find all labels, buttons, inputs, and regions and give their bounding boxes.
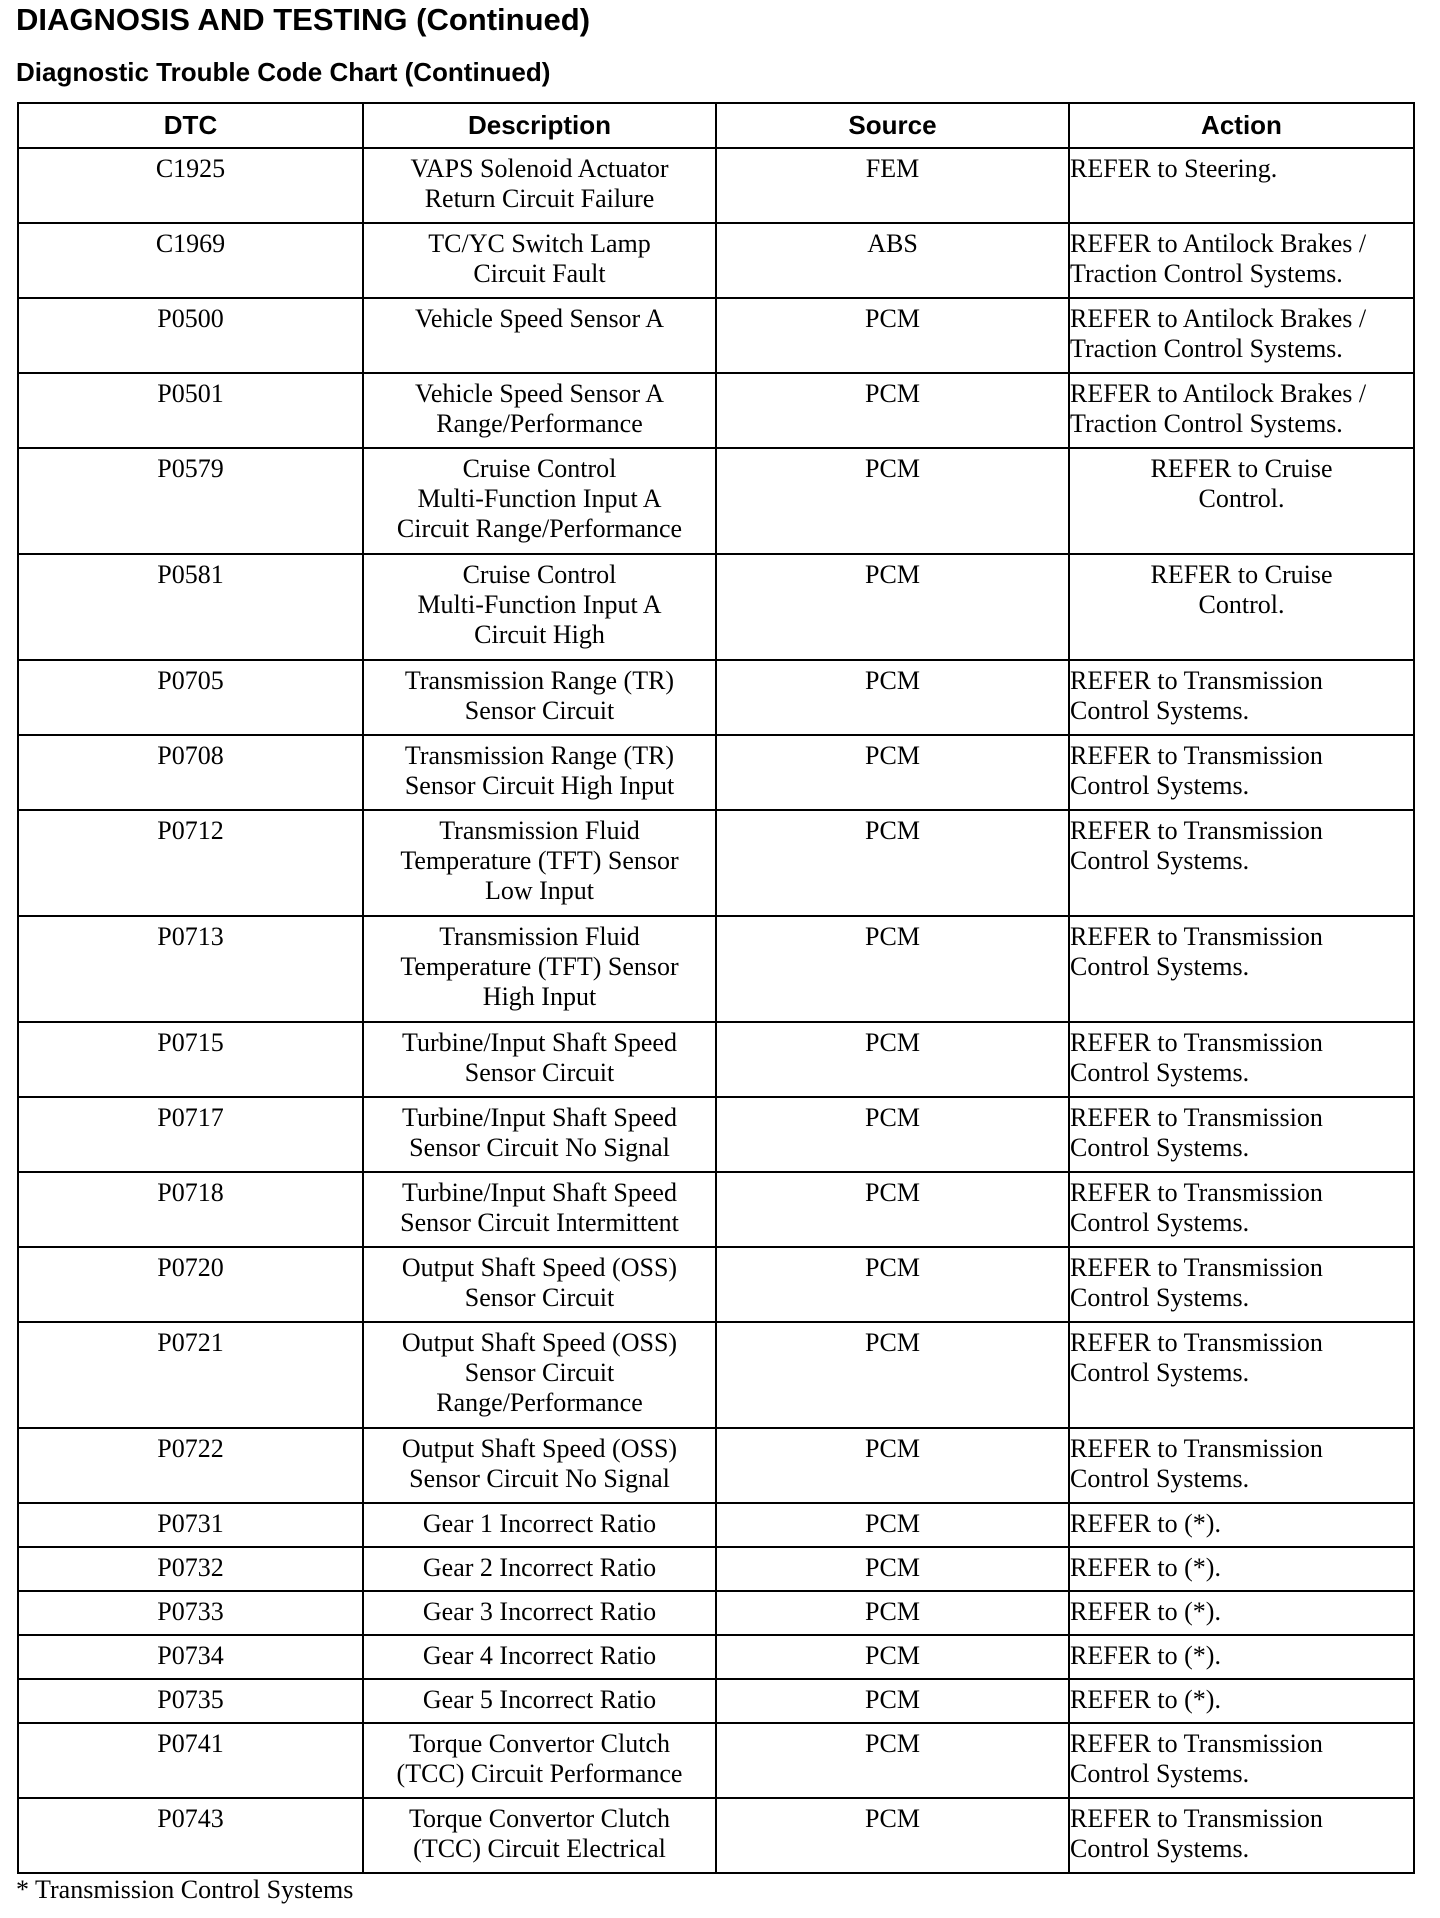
description-line: Gear 1 Incorrect Ratio [422, 1509, 657, 1538]
action-line: REFER to Transmission [1070, 1434, 1323, 1463]
dtc-source: PCM [716, 1322, 1069, 1428]
description-line: Transmission Fluid [439, 922, 640, 951]
dtc-source: PCM [716, 373, 1069, 448]
description-line: Circuit High [474, 620, 605, 649]
description-line: Sensor Circuit [464, 1358, 615, 1387]
action-line: REFER to Antilock Brakes / [1070, 229, 1367, 258]
dtc-code: P0721 [18, 1322, 363, 1428]
description-line: Transmission Range (TR) [404, 666, 675, 695]
dtc-source: ABS [716, 223, 1069, 298]
description-line: Multi-Function Input A [417, 484, 662, 513]
dtc-description [363, 373, 716, 448]
action-line: Control Systems. [1070, 952, 1250, 981]
dtc-action [1069, 810, 1414, 916]
action-line: REFER to Antilock Brakes / [1070, 304, 1367, 333]
table-row [18, 660, 1414, 735]
dtc-description [363, 1723, 716, 1798]
column-header-description: Description [363, 103, 716, 148]
action-line: REFER to Steering. [1070, 154, 1278, 183]
action-line: REFER to Transmission [1070, 922, 1323, 951]
table-row [18, 1322, 1414, 1428]
action-line: REFER to Transmission [1070, 666, 1323, 695]
dtc-description [363, 554, 716, 660]
action-line: Traction Control Systems. [1070, 259, 1343, 288]
dtc-code: P0713 [18, 916, 363, 1022]
footnote: * Transmission Control Systems [16, 1875, 354, 1904]
description-line: Sensor Circuit [464, 1058, 615, 1087]
dtc-source: PCM [716, 1022, 1069, 1097]
dtc-description [363, 1679, 716, 1723]
dtc-code: C1925 [18, 148, 363, 223]
dtc-code: P0715 [18, 1022, 363, 1097]
action-line: REFER to Transmission [1070, 1804, 1323, 1833]
description-line: High Input [482, 982, 597, 1011]
description-line: Low Input [484, 876, 595, 905]
dtc-action [1069, 1247, 1414, 1322]
dtc-description [363, 1798, 716, 1873]
action-line: REFER to (*). [1070, 1641, 1221, 1670]
dtc-description [363, 223, 716, 298]
dtc-code: P0734 [18, 1635, 363, 1679]
chart-title: Diagnostic Trouble Code Chart (Continued) [16, 57, 551, 87]
action-line: Control Systems. [1070, 846, 1250, 875]
table-row [18, 223, 1414, 298]
dtc-description [363, 148, 716, 223]
action-line: REFER to Transmission [1070, 741, 1323, 770]
action-line: REFER to (*). [1070, 1685, 1221, 1714]
dtc-action [1069, 916, 1414, 1022]
dtc-code: P0733 [18, 1591, 363, 1635]
table-row [18, 554, 1414, 660]
dtc-description [363, 1635, 716, 1679]
page-title: DIAGNOSIS AND TESTING (Continued) [16, 2, 591, 37]
action-line: Control Systems. [1070, 1058, 1250, 1087]
dtc-code: P0500 [18, 298, 363, 373]
dtc-source: PCM [716, 1798, 1069, 1873]
action-line: Control Systems. [1070, 1358, 1250, 1387]
dtc-action [1069, 1097, 1414, 1172]
table-row [18, 448, 1414, 554]
description-line: Range/Performance [436, 409, 643, 438]
description-line: Output Shaft Speed (OSS) [401, 1253, 678, 1282]
description-line: VAPS Solenoid Actuator [410, 154, 669, 183]
dtc-description [363, 916, 716, 1022]
dtc-source: FEM [716, 148, 1069, 223]
description-line: Range/Performance [436, 1388, 643, 1417]
action-line: REFER to Cruise [1150, 560, 1333, 589]
description-line: (TCC) Circuit Performance [396, 1759, 683, 1788]
table-row [18, 1428, 1414, 1503]
table-row [18, 148, 1414, 223]
description-line: Temperature (TFT) Sensor [400, 846, 679, 875]
action-line: Control Systems. [1070, 1834, 1250, 1863]
dtc-action [1069, 1503, 1414, 1547]
dtc-code: P0708 [18, 735, 363, 810]
dtc-description [363, 1428, 716, 1503]
table-row [18, 810, 1414, 916]
description-line: Output Shaft Speed (OSS) [401, 1434, 678, 1463]
description-line: Sensor Circuit Intermittent [400, 1208, 679, 1237]
dtc-source: PCM [716, 554, 1069, 660]
dtc-description [363, 1503, 716, 1547]
table-row [18, 373, 1414, 448]
dtc-source: PCM [716, 735, 1069, 810]
dtc-action [1069, 1172, 1414, 1247]
description-line: TC/YC Switch Lamp [428, 229, 651, 258]
dtc-source: PCM [716, 1635, 1069, 1679]
dtc-description [363, 1547, 716, 1591]
description-line: Sensor Circuit High Input [404, 771, 675, 800]
dtc-code: P0501 [18, 373, 363, 448]
dtc-code: P0717 [18, 1097, 363, 1172]
dtc-code: P0718 [18, 1172, 363, 1247]
action-line: Control Systems. [1070, 696, 1250, 725]
description-line: Gear 4 Incorrect Ratio [422, 1641, 657, 1670]
dtc-description [363, 1022, 716, 1097]
action-line: REFER to Transmission [1070, 1729, 1323, 1758]
dtc-action [1069, 1798, 1414, 1873]
dtc-code: P0705 [18, 660, 363, 735]
dtc-source: PCM [716, 1097, 1069, 1172]
description-line: Output Shaft Speed (OSS) [401, 1328, 678, 1357]
dtc-description [363, 1247, 716, 1322]
description-line: Torque Convertor Clutch [408, 1729, 670, 1758]
column-header-dtc: DTC [18, 103, 363, 148]
dtc-action [1069, 1635, 1414, 1679]
dtc-description [363, 1591, 716, 1635]
dtc-description [363, 1097, 716, 1172]
dtc-code: P0732 [18, 1547, 363, 1591]
action-line: REFER to Antilock Brakes / [1070, 379, 1367, 408]
dtc-source: PCM [716, 1723, 1069, 1798]
description-line: Turbine/Input Shaft Speed [402, 1178, 677, 1207]
dtc-action [1069, 148, 1414, 223]
description-line: Transmission Range (TR) [404, 741, 675, 770]
table-row [18, 735, 1414, 810]
dtc-action [1069, 298, 1414, 373]
description-line: Vehicle Speed Sensor A [414, 304, 665, 333]
dtc-description [363, 1322, 716, 1428]
table-row [18, 1247, 1414, 1322]
dtc-code: P0735 [18, 1679, 363, 1723]
description-line: Multi-Function Input A [417, 590, 662, 619]
description-line: Turbine/Input Shaft Speed [402, 1028, 677, 1057]
table-row [18, 1679, 1414, 1723]
column-header-source: Source [716, 103, 1069, 148]
action-line: REFER to (*). [1070, 1509, 1221, 1538]
table-body [18, 148, 1414, 1873]
dtc-action [1069, 1679, 1414, 1723]
table-row [18, 916, 1414, 1022]
description-line: Torque Convertor Clutch [408, 1804, 670, 1833]
dtc-action [1069, 448, 1414, 554]
dtc-code: P0720 [18, 1247, 363, 1322]
table-row [18, 1097, 1414, 1172]
dtc-source: PCM [716, 810, 1069, 916]
dtc-source: PCM [716, 660, 1069, 735]
action-line: REFER to (*). [1070, 1597, 1221, 1626]
action-line: Control. [1198, 590, 1285, 619]
dtc-action [1069, 1428, 1414, 1503]
action-line: Control Systems. [1070, 1283, 1250, 1312]
dtc-code: C1969 [18, 223, 363, 298]
dtc-code: P0743 [18, 1798, 363, 1873]
description-line: Turbine/Input Shaft Speed [402, 1103, 677, 1132]
dtc-description [363, 810, 716, 916]
table-row [18, 1172, 1414, 1247]
description-line: Cruise Control [462, 454, 617, 483]
dtc-source: PCM [716, 1679, 1069, 1723]
action-line: REFER to (*). [1070, 1553, 1221, 1582]
description-line: Gear 3 Incorrect Ratio [422, 1597, 657, 1626]
action-line: REFER to Cruise [1150, 454, 1333, 483]
description-line: Return Circuit Failure [424, 184, 655, 213]
action-line: Control. [1198, 484, 1285, 513]
dtc-code: P0722 [18, 1428, 363, 1503]
description-line: Transmission Fluid [439, 816, 640, 845]
dtc-action [1069, 373, 1414, 448]
dtc-action [1069, 1322, 1414, 1428]
dtc-description [363, 735, 716, 810]
dtc-description [363, 1172, 716, 1247]
dtc-action [1069, 660, 1414, 735]
description-line: Gear 5 Incorrect Ratio [422, 1685, 657, 1714]
dtc-code: P0731 [18, 1503, 363, 1547]
table-row [18, 298, 1414, 373]
description-line: Temperature (TFT) Sensor [400, 952, 679, 981]
action-line: REFER to Transmission [1070, 1253, 1323, 1282]
action-line: Control Systems. [1070, 1464, 1250, 1493]
description-line: Circuit Fault [473, 259, 606, 288]
description-line: (TCC) Circuit Electrical [413, 1834, 666, 1863]
description-line: Circuit Range/Performance [396, 514, 683, 543]
dtc-action [1069, 1723, 1414, 1798]
dtc-action [1069, 1022, 1414, 1097]
table-row [18, 1798, 1414, 1873]
dtc-description [363, 660, 716, 735]
dtc-action [1069, 735, 1414, 810]
description-line: Vehicle Speed Sensor A [414, 379, 665, 408]
dtc-action [1069, 1547, 1414, 1591]
description-line: Sensor Circuit No Signal [409, 1133, 670, 1162]
dtc-code: P0581 [18, 554, 363, 660]
dtc-code: P0741 [18, 1723, 363, 1798]
action-line: REFER to Transmission [1070, 816, 1323, 845]
dtc-action [1069, 223, 1414, 298]
action-line: Control Systems. [1070, 1208, 1250, 1237]
dtc-description [363, 298, 716, 373]
dtc-source: PCM [716, 1428, 1069, 1503]
description-line: Sensor Circuit No Signal [409, 1464, 670, 1493]
action-line: Control Systems. [1070, 1759, 1250, 1788]
dtc-source: PCM [716, 448, 1069, 554]
table-row [18, 1591, 1414, 1635]
description-line: Sensor Circuit [464, 696, 615, 725]
action-line: REFER to Transmission [1070, 1028, 1323, 1057]
action-line: Traction Control Systems. [1070, 409, 1343, 438]
dtc-source: PCM [716, 1503, 1069, 1547]
action-line: Control Systems. [1070, 1133, 1250, 1162]
table-header-row [18, 103, 1414, 148]
table-row [18, 1547, 1414, 1591]
description-line: Cruise Control [462, 560, 617, 589]
dtc-table [17, 102, 1415, 1874]
table-row [18, 1503, 1414, 1547]
dtc-action [1069, 554, 1414, 660]
dtc-source: PCM [716, 298, 1069, 373]
description-line: Gear 2 Incorrect Ratio [422, 1553, 657, 1582]
dtc-source: PCM [716, 1247, 1069, 1322]
dtc-code: P0712 [18, 810, 363, 916]
dtc-source: PCM [716, 916, 1069, 1022]
action-line: REFER to Transmission [1070, 1328, 1323, 1357]
action-line: Traction Control Systems. [1070, 334, 1343, 363]
description-line: Sensor Circuit [464, 1283, 615, 1312]
dtc-source: PCM [716, 1547, 1069, 1591]
table-row [18, 1635, 1414, 1679]
action-line: REFER to Transmission [1070, 1103, 1323, 1132]
dtc-source: PCM [716, 1591, 1069, 1635]
action-line: REFER to Transmission [1070, 1178, 1323, 1207]
dtc-action [1069, 1591, 1414, 1635]
table-row [18, 1723, 1414, 1798]
dtc-description [363, 448, 716, 554]
column-header-action: Action [1069, 103, 1414, 148]
dtc-code: P0579 [18, 448, 363, 554]
action-line: Control Systems. [1070, 771, 1250, 800]
table-row [18, 1022, 1414, 1097]
dtc-source: PCM [716, 1172, 1069, 1247]
